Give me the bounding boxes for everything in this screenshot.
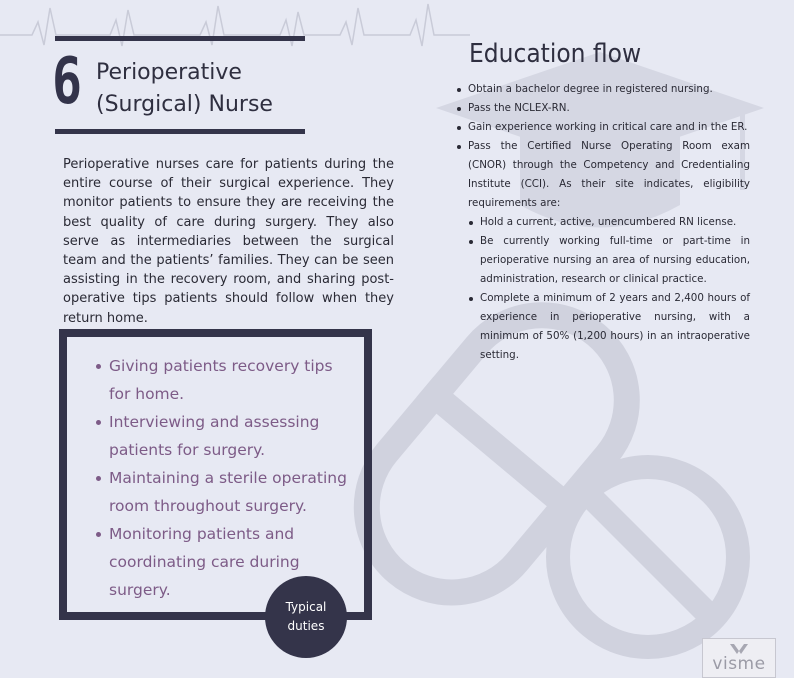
duties-list [109, 352, 349, 604]
education-list [468, 80, 750, 365]
header-bottom-rule [55, 129, 305, 134]
education-sub-item: Complete a minimum of 2 years and 2,400 hours of experience in perioperative nursing, with a minimum of 50% (1,200 hours) in an intraoperative setting. [480, 289, 750, 365]
visme-logo[interactable] [702, 638, 776, 678]
education-item: Pass the NCLEX-RN. [468, 99, 750, 118]
education-title: Education flow [469, 39, 642, 69]
page-title [96, 57, 316, 121]
education-sub-item: Hold a current, active, unencumbered RN license. [480, 213, 750, 232]
education-item: Pass the Certified Nurse Operating Room exam (CNOR) through the Competency and Credentialing Institute (CCI). As their site indicates, eligibility requirements are: [468, 137, 750, 213]
title-line-1: Perioperative [96, 60, 242, 85]
pill-tablet-icon [558, 467, 738, 647]
badge-line-1: Typical [285, 600, 327, 614]
duty-item: Interviewing and assessing patients for surgery. [109, 408, 349, 464]
duty-item: Maintaining a sterile operating room throughout surgery. [109, 464, 349, 520]
badge-line-2: duties [287, 619, 325, 633]
duty-item: Monitoring patients and coordinating care during surgery. [109, 520, 349, 604]
education-sub-item: Be currently working full-time or part-time in perioperative nursing an area of nursing education, administration, research or clinical practice. [480, 232, 750, 289]
section-number: 6 [52, 45, 83, 119]
education-item: Gain experience working in critical care and in the ER. [468, 118, 750, 137]
education-item: Obtain a bachelor degree in registered nursing. [468, 80, 750, 99]
header-top-rule [55, 36, 305, 41]
role-description: Perioperative nurses care for patients during the entire course of their surgical experience. They monitor patients to ensure they are receiving the best quality of care during surgery. They also serve as intermediaries between the surgical team and the patients’ families. They can be seen assisting in the recovery room, and sharing post-operative tips patients should follow when they return home. [63, 157, 394, 326]
title-line-2: (Surgical) Nurse [96, 92, 273, 117]
logo-text: visme [712, 654, 766, 674]
duty-item: Giving patients recovery tips for home. [109, 352, 349, 408]
typical-duties-badge [265, 576, 347, 658]
